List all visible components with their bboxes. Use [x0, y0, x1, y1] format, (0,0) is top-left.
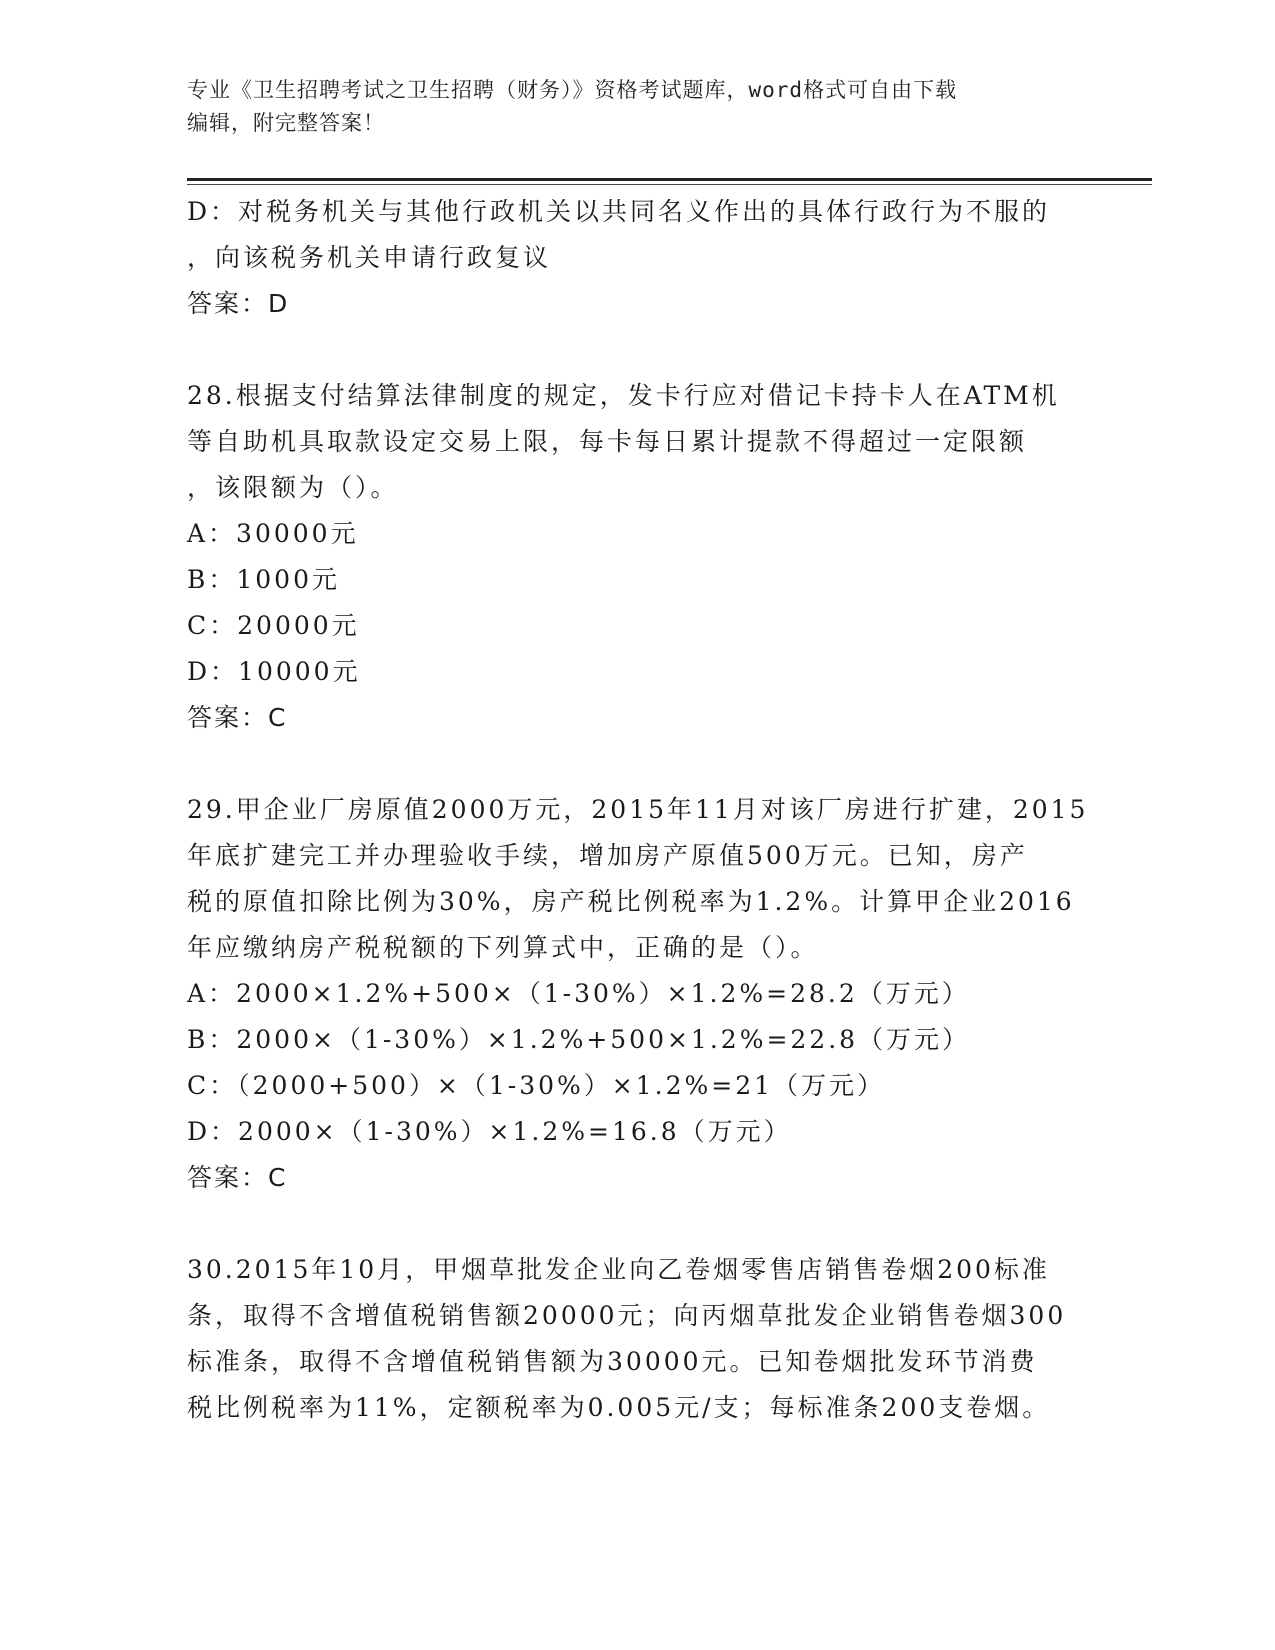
question-stem-line: 30.2015年10月，甲烟草批发企业向乙卷烟零售店销售卷烟200标准 — [187, 1255, 1050, 1284]
spacer — [187, 327, 1087, 373]
question-28 — [187, 373, 1087, 741]
question-stem-line: 等自助机具取款设定交易上限，每卡每日累计提款不得超过一定限额 — [187, 427, 1028, 456]
question-stem-line: 税的原值扣除比例为30%，房产税比例税率为1.2%。计算甲企业2016 — [187, 887, 1075, 916]
answer-line: 答案：C — [187, 1163, 288, 1192]
answer-line: 答案：D — [187, 289, 290, 318]
spacer — [187, 741, 1087, 787]
option-d: D：2000×（1-30%）×1.2%=16.8（万元） — [187, 1117, 792, 1146]
question-stem-line: 28.根据支付结算法律制度的规定，发卡行应对借记卡持卡人在ATM机 — [187, 381, 1060, 410]
option-d: D：10000元 — [187, 657, 361, 686]
option-c: C：（2000+500）×（1-30%）×1.2%=21（万元） — [187, 1071, 886, 1100]
option-a: A：2000×1.2%+500×（1-30%）×1.2%=28.2（万元） — [187, 979, 970, 1008]
question-stem-line: 年底扩建完工并办理验收手续，增加房产原值500万元。已知，房产 — [187, 841, 1028, 870]
header-divider-thin — [187, 184, 1152, 185]
option-d-line: D：对税务机关与其他行政机关以共同名义作出的具体行政行为不服的 — [187, 197, 1051, 226]
page-header — [187, 74, 1067, 140]
question-content — [187, 189, 1087, 1431]
header-line: 编辑，附完整答案！ — [187, 111, 385, 135]
option-d-line: ，向该税务机关申请行政复议 — [187, 243, 552, 272]
question-27-tail — [187, 189, 1087, 327]
question-stem-line: 年应缴纳房产税税额的下列算式中，正确的是（）。 — [187, 933, 819, 962]
spacer — [187, 1201, 1087, 1247]
question-stem-line: 29.甲企业厂房原值2000万元，2015年11月对该厂房进行扩建，2015 — [187, 795, 1089, 824]
header-line: 专业《卫生招聘考试之卫生招聘（财务）》资格考试题库，word格式可自由下载 — [187, 78, 958, 102]
question-stem-line: ，该限额为（）。 — [187, 473, 399, 502]
option-a: A：30000元 — [187, 519, 359, 548]
option-c: C：20000元 — [187, 611, 360, 640]
header-divider-thick — [187, 178, 1152, 181]
option-b: B：1000元 — [187, 565, 340, 594]
question-stem-line: 税比例税率为11%，定额税率为0.005元/支；每标准条200支卷烟。 — [187, 1393, 1051, 1422]
question-29 — [187, 787, 1087, 1201]
question-30 — [187, 1247, 1087, 1431]
question-stem-line: 条，取得不含增值税销售额20000元；向丙烟草批发企业销售卷烟300 — [187, 1301, 1067, 1330]
answer-line: 答案：C — [187, 703, 288, 732]
option-b: B：2000×（1-30%）×1.2%+500×1.2%=22.8（万元） — [187, 1025, 971, 1054]
question-stem-line: 标准条，取得不含增值税销售额为30000元。已知卷烟批发环节消费 — [187, 1347, 1038, 1376]
